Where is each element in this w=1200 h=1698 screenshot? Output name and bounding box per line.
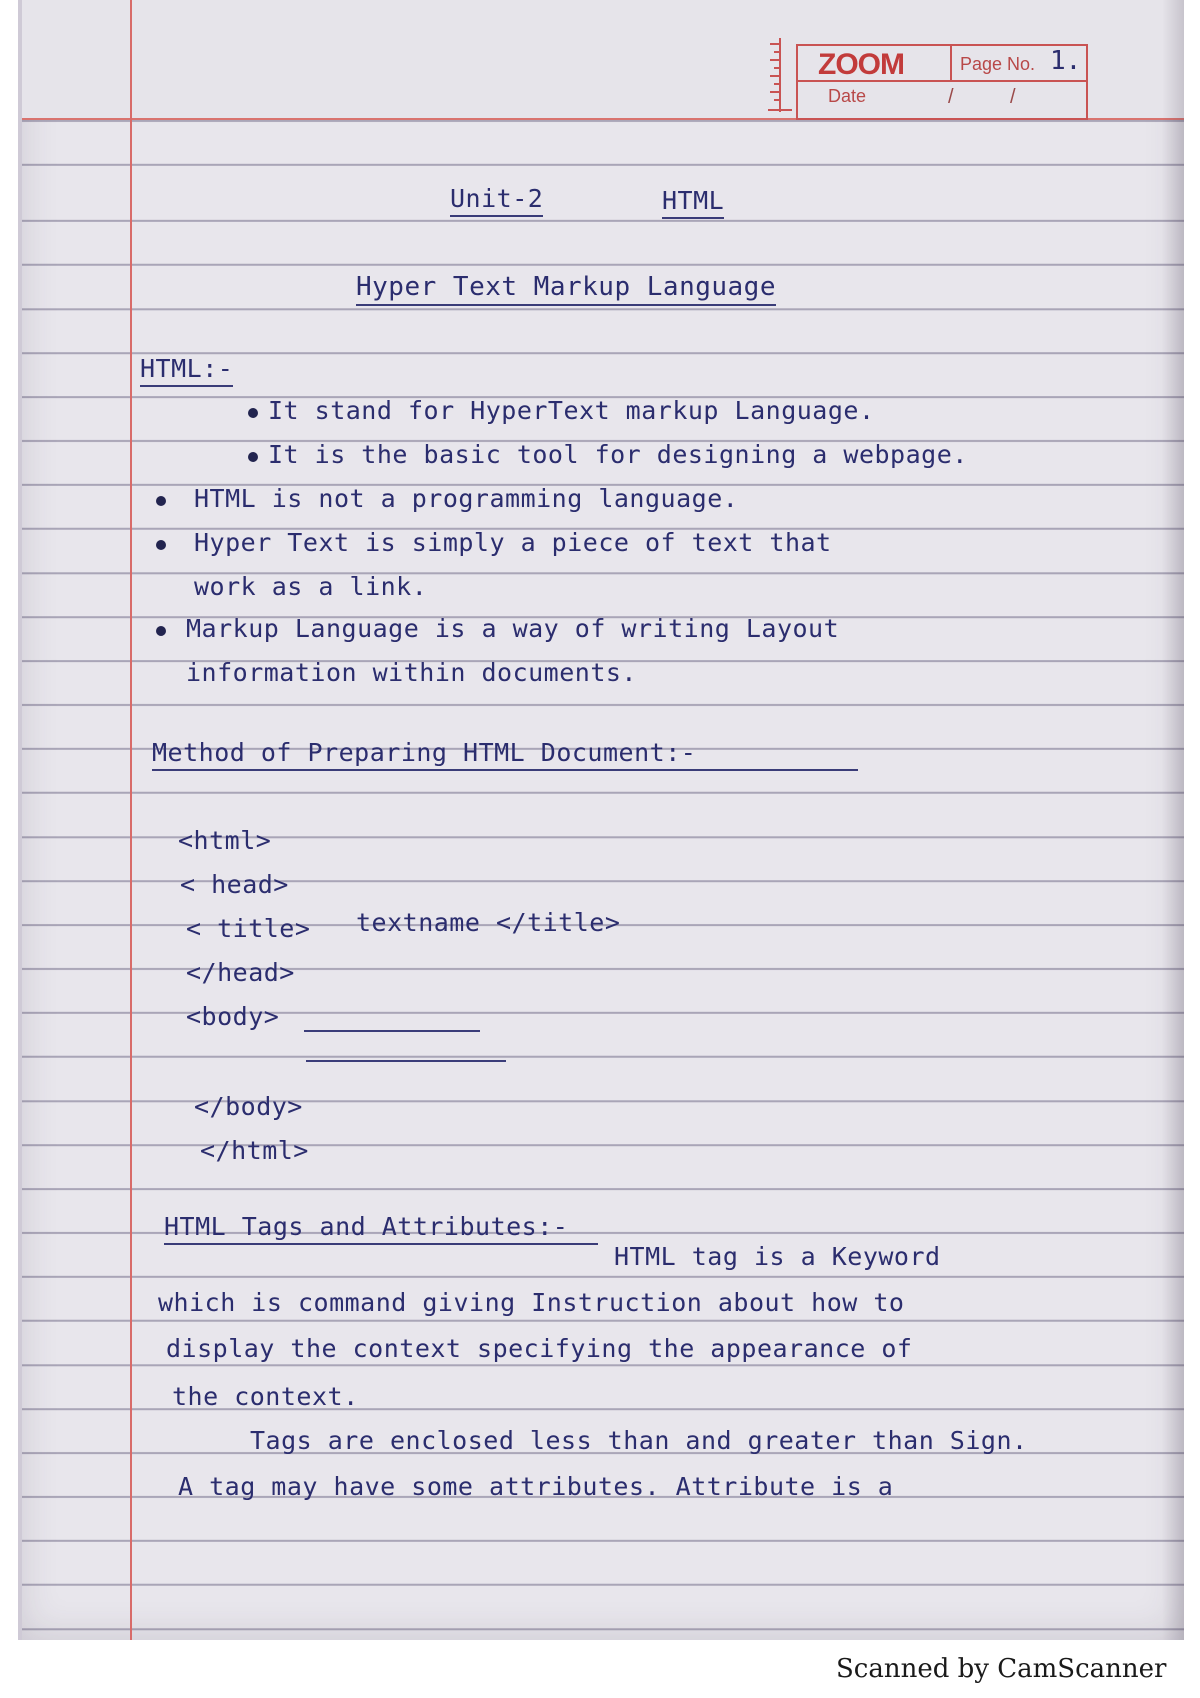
body-content-blank — [304, 1030, 480, 1032]
html-point: HTML is not a programming language. — [194, 484, 739, 513]
body-content-blank — [306, 1060, 506, 1062]
margin-rule — [130, 0, 132, 1640]
bullet — [248, 408, 258, 418]
tags-text: A tag may have some attributes. Attribute is a — [178, 1472, 894, 1501]
page-subtitle: Hyper Text Markup Language — [356, 272, 776, 306]
section-heading-tags: HTML Tags and Attributes:- — [164, 1212, 598, 1245]
unit-title: Unit-2 — [450, 184, 543, 217]
code-line: </body> — [194, 1092, 303, 1121]
date-slash: / — [1010, 86, 1016, 108]
html-point: Hyper Text is simply a piece of text that — [194, 528, 832, 557]
tags-text: HTML tag is a Keyword — [614, 1242, 941, 1271]
code-line: < title> — [186, 914, 311, 943]
brand-logo: ZOOM — [818, 48, 904, 81]
html-point: Markup Language is a way of writing Layout — [186, 614, 840, 643]
bullet — [248, 452, 258, 462]
bullet — [156, 496, 166, 506]
bullet — [156, 540, 166, 550]
code-line: </html> — [200, 1136, 309, 1165]
tags-text: the context. — [172, 1382, 359, 1411]
page-edge — [18, 0, 22, 1640]
notebook-page — [18, 0, 1184, 1640]
page-no-label: Page No. — [960, 54, 1036, 74]
box-divider — [950, 46, 952, 80]
code-line: <html> — [178, 826, 272, 855]
tags-text: display the context specifying the appearance of — [166, 1334, 913, 1363]
html-point: It is the basic tool for designing a webpage. — [268, 440, 968, 469]
scanner-watermark: Scanned by CamScanner — [836, 1654, 1167, 1684]
code-line: <body> — [186, 1002, 280, 1031]
page-no-value: 1. — [1050, 46, 1082, 76]
code-line: < head> — [180, 870, 289, 899]
tags-text: Tags are enclosed less than and greater than Sign. — [250, 1426, 1028, 1455]
section-heading-method: Method of Preparing HTML Document:- — [152, 738, 858, 771]
bullet — [156, 626, 166, 636]
page-shadow — [1162, 0, 1184, 1640]
html-point: It stand for HyperText markup Language. — [268, 396, 875, 425]
ruler-mark-icon — [766, 36, 794, 114]
page-info-box — [796, 44, 1088, 120]
html-point-continued: work as a link. — [194, 572, 428, 601]
code-line: </head> — [186, 958, 295, 987]
topic-title: HTML — [662, 186, 724, 219]
html-point-continued: information within documents. — [186, 658, 637, 687]
tags-text: which is command giving Instruction about how to — [158, 1288, 905, 1317]
section-heading-html: HTML:- — [140, 354, 233, 387]
date-label: Date — [828, 86, 867, 106]
date-slash: / — [948, 86, 954, 108]
code-line: textname </title> — [356, 908, 621, 937]
